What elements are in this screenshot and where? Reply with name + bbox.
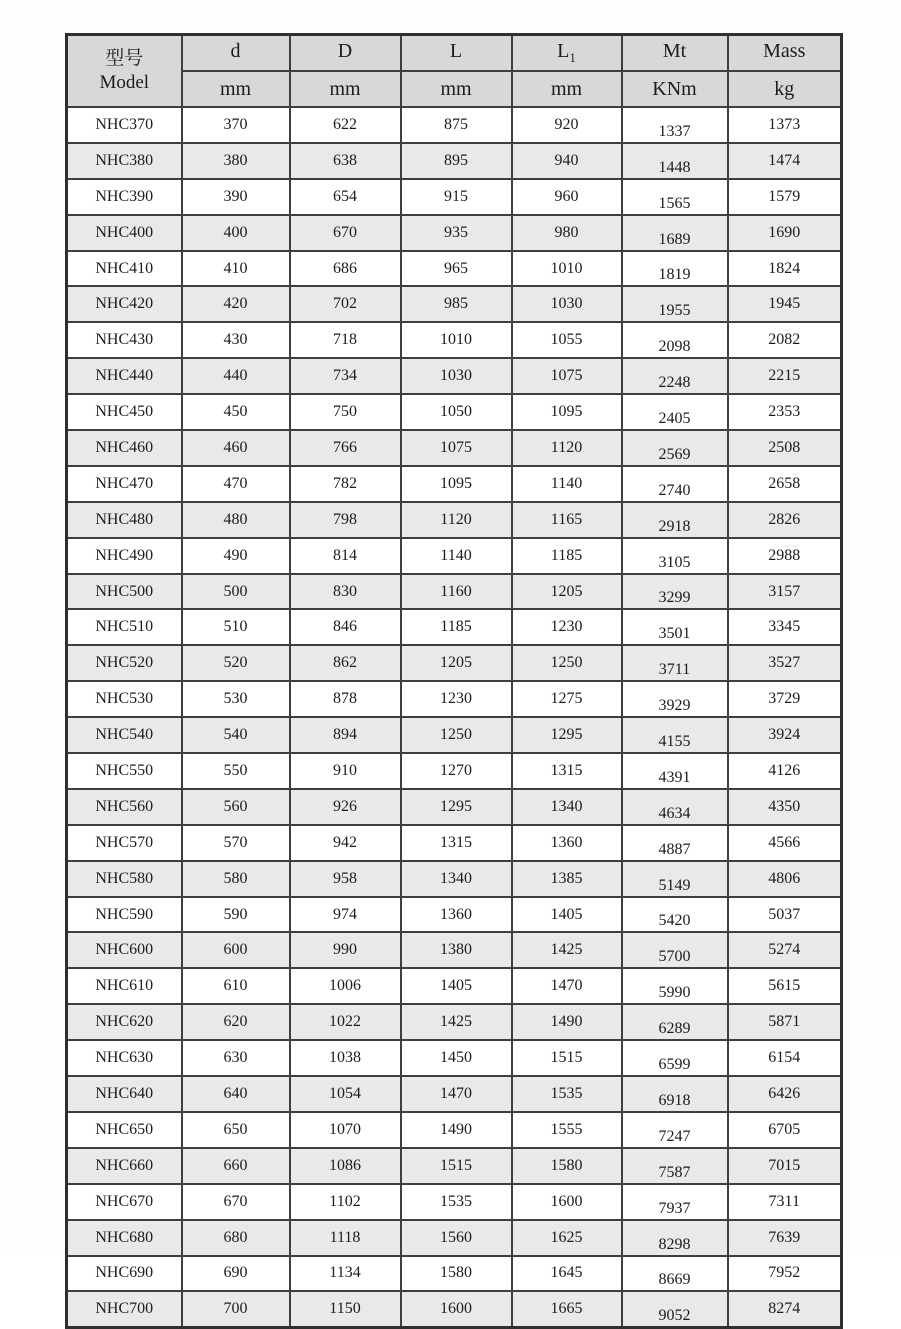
table-row [67,394,842,430]
table-row [67,968,842,1004]
value-cell: 638 [290,143,401,179]
table-row [67,789,842,825]
table-header [67,35,842,108]
value-cell: 570 [182,825,290,861]
value-cell: 2826 [728,502,842,538]
value-cell: 3527 [728,645,842,681]
value-cell: 920 [512,107,622,143]
value-cell: 1185 [401,609,512,645]
value-cell: 1275 [512,681,622,717]
value-cell: 1205 [512,574,622,610]
value-cell: 2248 [622,358,728,394]
column-header-Mass: Mass [728,35,842,72]
model-cell: NHC510 [67,609,182,645]
table-row [67,179,842,215]
value-cell: 1380 [401,932,512,968]
value-cell: 580 [182,861,290,897]
value-cell: 390 [182,179,290,215]
value-cell: 5700 [622,932,728,968]
model-cell: NHC570 [67,825,182,861]
model-cell: NHC700 [67,1291,182,1327]
value-cell: 1134 [290,1256,401,1292]
value-cell: 895 [401,143,512,179]
table-row [67,681,842,717]
table-row [67,1148,842,1184]
value-cell: 620 [182,1004,290,1040]
value-cell: 1340 [512,789,622,825]
value-cell: 430 [182,322,290,358]
value-cell: 1010 [401,322,512,358]
value-cell: 600 [182,932,290,968]
value-cell: 622 [290,107,401,143]
value-cell: 1425 [512,932,622,968]
value-cell: 974 [290,897,401,933]
unit-Mt: KNm [622,71,728,107]
value-cell: 4391 [622,753,728,789]
value-cell: 980 [512,215,622,251]
table-row [67,1076,842,1112]
value-cell: 480 [182,502,290,538]
value-cell: 690 [182,1256,290,1292]
column-header-L: L [401,35,512,72]
value-cell: 6154 [728,1040,842,1076]
value-cell: 420 [182,286,290,322]
value-cell: 985 [401,286,512,322]
model-cell: NHC470 [67,466,182,502]
value-cell: 3299 [622,574,728,610]
value-cell: 1270 [401,753,512,789]
value-cell: 1600 [512,1184,622,1220]
value-cell: 1425 [401,1004,512,1040]
value-cell: 1030 [512,286,622,322]
value-cell: 550 [182,753,290,789]
table-row [67,322,842,358]
value-cell: 1360 [512,825,622,861]
value-cell: 4634 [622,789,728,825]
value-cell: 965 [401,251,512,287]
table-row [67,502,842,538]
value-cell: 2658 [728,466,842,502]
value-cell: 7015 [728,1148,842,1184]
value-cell: 540 [182,717,290,753]
value-cell: 1055 [512,322,622,358]
value-cell: 560 [182,789,290,825]
value-cell: 1022 [290,1004,401,1040]
value-cell: 660 [182,1148,290,1184]
value-cell: 878 [290,681,401,717]
table-row [67,753,842,789]
value-cell: 1050 [401,394,512,430]
value-cell: 1250 [512,645,622,681]
table-row [67,430,842,466]
value-cell: 958 [290,861,401,897]
table-body [67,107,842,1328]
value-cell: 702 [290,286,401,322]
value-cell: 875 [401,107,512,143]
spec-table [65,33,843,1329]
value-cell: 4126 [728,753,842,789]
model-cell: NHC680 [67,1220,182,1256]
table-row [67,1256,842,1292]
value-cell: 7952 [728,1256,842,1292]
value-cell: 6918 [622,1076,728,1112]
value-cell: 1665 [512,1291,622,1327]
value-cell: 1955 [622,286,728,322]
model-cell: NHC430 [67,322,182,358]
value-cell: 8298 [622,1220,728,1256]
value-cell: 1470 [401,1076,512,1112]
value-cell: 1185 [512,538,622,574]
value-cell: 926 [290,789,401,825]
value-cell: 1086 [290,1148,401,1184]
model-cell: NHC500 [67,574,182,610]
value-cell: 734 [290,358,401,394]
column-header-Mt: Mt [622,35,728,72]
value-cell: 3929 [622,681,728,717]
value-cell: 9052 [622,1291,728,1327]
value-cell: 2098 [622,322,728,358]
model-cell: NHC590 [67,897,182,933]
value-cell: 2740 [622,466,728,502]
value-cell: 4887 [622,825,728,861]
value-cell: 1102 [290,1184,401,1220]
table-row [67,1291,842,1327]
model-cell: NHC660 [67,1148,182,1184]
value-cell: 3711 [622,645,728,681]
value-cell: 4155 [622,717,728,753]
value-cell: 1075 [512,358,622,394]
model-cell: NHC370 [67,107,182,143]
value-cell: 1165 [512,502,622,538]
value-cell: 1250 [401,717,512,753]
value-cell: 510 [182,609,290,645]
model-label-en: Model [99,72,150,93]
value-cell: 3501 [622,609,728,645]
model-cell: NHC400 [67,215,182,251]
value-cell: 7587 [622,1148,728,1184]
model-cell: NHC490 [67,538,182,574]
model-cell: NHC550 [67,753,182,789]
value-cell: 1030 [401,358,512,394]
value-cell: 814 [290,538,401,574]
value-cell: 1150 [290,1291,401,1327]
table-row [67,897,842,933]
value-cell: 680 [182,1220,290,1256]
value-cell: 4806 [728,861,842,897]
value-cell: 1515 [512,1040,622,1076]
model-cell: NHC690 [67,1256,182,1292]
value-cell: 6289 [622,1004,728,1040]
value-cell: 1450 [401,1040,512,1076]
value-cell: 6705 [728,1112,842,1148]
value-cell: 440 [182,358,290,394]
value-cell: 2353 [728,394,842,430]
value-cell: 1205 [401,645,512,681]
value-cell: 2569 [622,430,728,466]
value-cell: 640 [182,1076,290,1112]
table-row [67,932,842,968]
value-cell: 3345 [728,609,842,645]
table-row [67,358,842,394]
value-cell: 370 [182,107,290,143]
value-cell: 3729 [728,681,842,717]
value-cell: 910 [290,753,401,789]
model-cell: NHC620 [67,1004,182,1040]
value-cell: 686 [290,251,401,287]
model-cell: NHC600 [67,932,182,968]
value-cell: 1490 [512,1004,622,1040]
value-cell: 1385 [512,861,622,897]
value-cell: 5274 [728,932,842,968]
value-cell: 2215 [728,358,842,394]
value-cell: 1535 [401,1184,512,1220]
value-cell: 1490 [401,1112,512,1148]
value-cell: 5871 [728,1004,842,1040]
column-header-D: D [290,35,401,72]
value-cell: 380 [182,143,290,179]
model-cell: NHC480 [67,502,182,538]
value-cell: 3105 [622,538,728,574]
value-cell: 894 [290,717,401,753]
value-cell: 990 [290,932,401,968]
value-cell: 1120 [401,502,512,538]
model-cell: NHC630 [67,1040,182,1076]
value-cell: 940 [512,143,622,179]
value-cell: 1580 [401,1256,512,1292]
value-cell: 1140 [401,538,512,574]
value-cell: 1160 [401,574,512,610]
column-header-L1: $L_1$ [512,35,622,72]
value-cell: 2508 [728,430,842,466]
unit-d: mm [182,71,290,107]
value-cell: 5990 [622,968,728,1004]
value-cell: 4350 [728,789,842,825]
value-cell: 1118 [290,1220,401,1256]
value-cell: 410 [182,251,290,287]
value-cell: 862 [290,645,401,681]
value-cell: 1230 [401,681,512,717]
table-row [67,1220,842,1256]
unit-D: mm [290,71,401,107]
table-row [67,251,842,287]
value-cell: 718 [290,322,401,358]
value-cell: 915 [401,179,512,215]
table-row [67,538,842,574]
value-cell: 490 [182,538,290,574]
value-cell: 1070 [290,1112,401,1148]
value-cell: 590 [182,897,290,933]
value-cell: 670 [290,215,401,251]
value-cell: 1555 [512,1112,622,1148]
value-cell: 5420 [622,897,728,933]
value-cell: 520 [182,645,290,681]
model-cell: NHC440 [67,358,182,394]
unit-L1: mm [512,71,622,107]
value-cell: 846 [290,609,401,645]
table-row [67,645,842,681]
model-cell: NHC580 [67,861,182,897]
model-cell: NHC640 [67,1076,182,1112]
value-cell: 1819 [622,251,728,287]
value-cell: 1580 [512,1148,622,1184]
column-header-d: d [182,35,290,72]
value-cell: 1579 [728,179,842,215]
value-cell: 450 [182,394,290,430]
model-cell: NHC670 [67,1184,182,1220]
table-row [67,825,842,861]
table-row [67,1004,842,1040]
value-cell: 1690 [728,215,842,251]
value-cell: 1824 [728,251,842,287]
model-cell: NHC530 [67,681,182,717]
value-cell: 6426 [728,1076,842,1112]
model-label-zh: 型号 [105,48,144,70]
header-row-units [67,71,842,107]
model-cell: NHC390 [67,179,182,215]
value-cell: 7247 [622,1112,728,1148]
value-cell: 1689 [622,215,728,251]
value-cell: 1565 [622,179,728,215]
value-cell: 2918 [622,502,728,538]
value-cell: 1625 [512,1220,622,1256]
value-cell: 1340 [401,861,512,897]
value-cell: 3924 [728,717,842,753]
value-cell: 5037 [728,897,842,933]
table-row [67,215,842,251]
value-cell: 4566 [728,825,842,861]
value-cell: 766 [290,430,401,466]
value-cell: 610 [182,968,290,1004]
value-cell: 782 [290,466,401,502]
table-row [67,1112,842,1148]
value-cell: 1535 [512,1076,622,1112]
value-cell: 1448 [622,143,728,179]
value-cell: 935 [401,215,512,251]
model-cell: NHC420 [67,286,182,322]
model-cell: NHC520 [67,645,182,681]
value-cell: 1945 [728,286,842,322]
value-cell: 1315 [512,753,622,789]
model-cell: NHC410 [67,251,182,287]
model-cell: NHC450 [67,394,182,430]
table-row [67,861,842,897]
unit-Mass: kg [728,71,842,107]
value-cell: 460 [182,430,290,466]
table-row [67,107,842,143]
value-cell: 942 [290,825,401,861]
value-cell: 470 [182,466,290,502]
value-cell: 1337 [622,107,728,143]
value-cell: 1230 [512,609,622,645]
table-row [67,466,842,502]
value-cell: 650 [182,1112,290,1148]
value-cell: 1315 [401,825,512,861]
value-cell: 2988 [728,538,842,574]
value-cell: 750 [290,394,401,430]
value-cell: 1095 [512,394,622,430]
model-cell: NHC380 [67,143,182,179]
value-cell: 1010 [512,251,622,287]
value-cell: 1038 [290,1040,401,1076]
value-cell: 400 [182,215,290,251]
value-cell: 1295 [512,717,622,753]
header-row-labels [67,35,842,72]
value-cell: 1120 [512,430,622,466]
value-cell: 1560 [401,1220,512,1256]
value-cell: 1295 [401,789,512,825]
value-cell: 1373 [728,107,842,143]
table-row [67,574,842,610]
value-cell: 654 [290,179,401,215]
value-cell: 8274 [728,1291,842,1327]
value-cell: 1405 [401,968,512,1004]
value-cell: 500 [182,574,290,610]
table-row [67,143,842,179]
value-cell: 1600 [401,1291,512,1327]
value-cell: 1054 [290,1076,401,1112]
value-cell: 5615 [728,968,842,1004]
model-cell: NHC540 [67,717,182,753]
value-cell: 7639 [728,1220,842,1256]
value-cell: 798 [290,502,401,538]
value-cell: 1645 [512,1256,622,1292]
value-cell: 1515 [401,1148,512,1184]
model-cell: NHC650 [67,1112,182,1148]
value-cell: 7311 [728,1184,842,1220]
table-row [67,717,842,753]
value-cell: 7937 [622,1184,728,1220]
value-cell: 8669 [622,1256,728,1292]
unit-L: mm [401,71,512,107]
model-cell: NHC560 [67,789,182,825]
value-cell: 700 [182,1291,290,1327]
value-cell: 670 [182,1184,290,1220]
value-cell: 1474 [728,143,842,179]
value-cell: 2405 [622,394,728,430]
table-row [67,1040,842,1076]
value-cell: 1095 [401,466,512,502]
table-row [67,286,842,322]
value-cell: 830 [290,574,401,610]
table-row [67,1184,842,1220]
value-cell: 530 [182,681,290,717]
model-cell: NHC610 [67,968,182,1004]
value-cell: 2082 [728,322,842,358]
table-row [67,609,842,645]
value-cell: 1470 [512,968,622,1004]
value-cell: 1405 [512,897,622,933]
column-header-model [67,35,182,108]
value-cell: 1075 [401,430,512,466]
value-cell: 1140 [512,466,622,502]
value-cell: 630 [182,1040,290,1076]
value-cell: 1360 [401,897,512,933]
value-cell: 3157 [728,574,842,610]
value-cell: 1006 [290,968,401,1004]
model-cell: NHC460 [67,430,182,466]
value-cell: 6599 [622,1040,728,1076]
value-cell: 960 [512,179,622,215]
value-cell: 5149 [622,861,728,897]
